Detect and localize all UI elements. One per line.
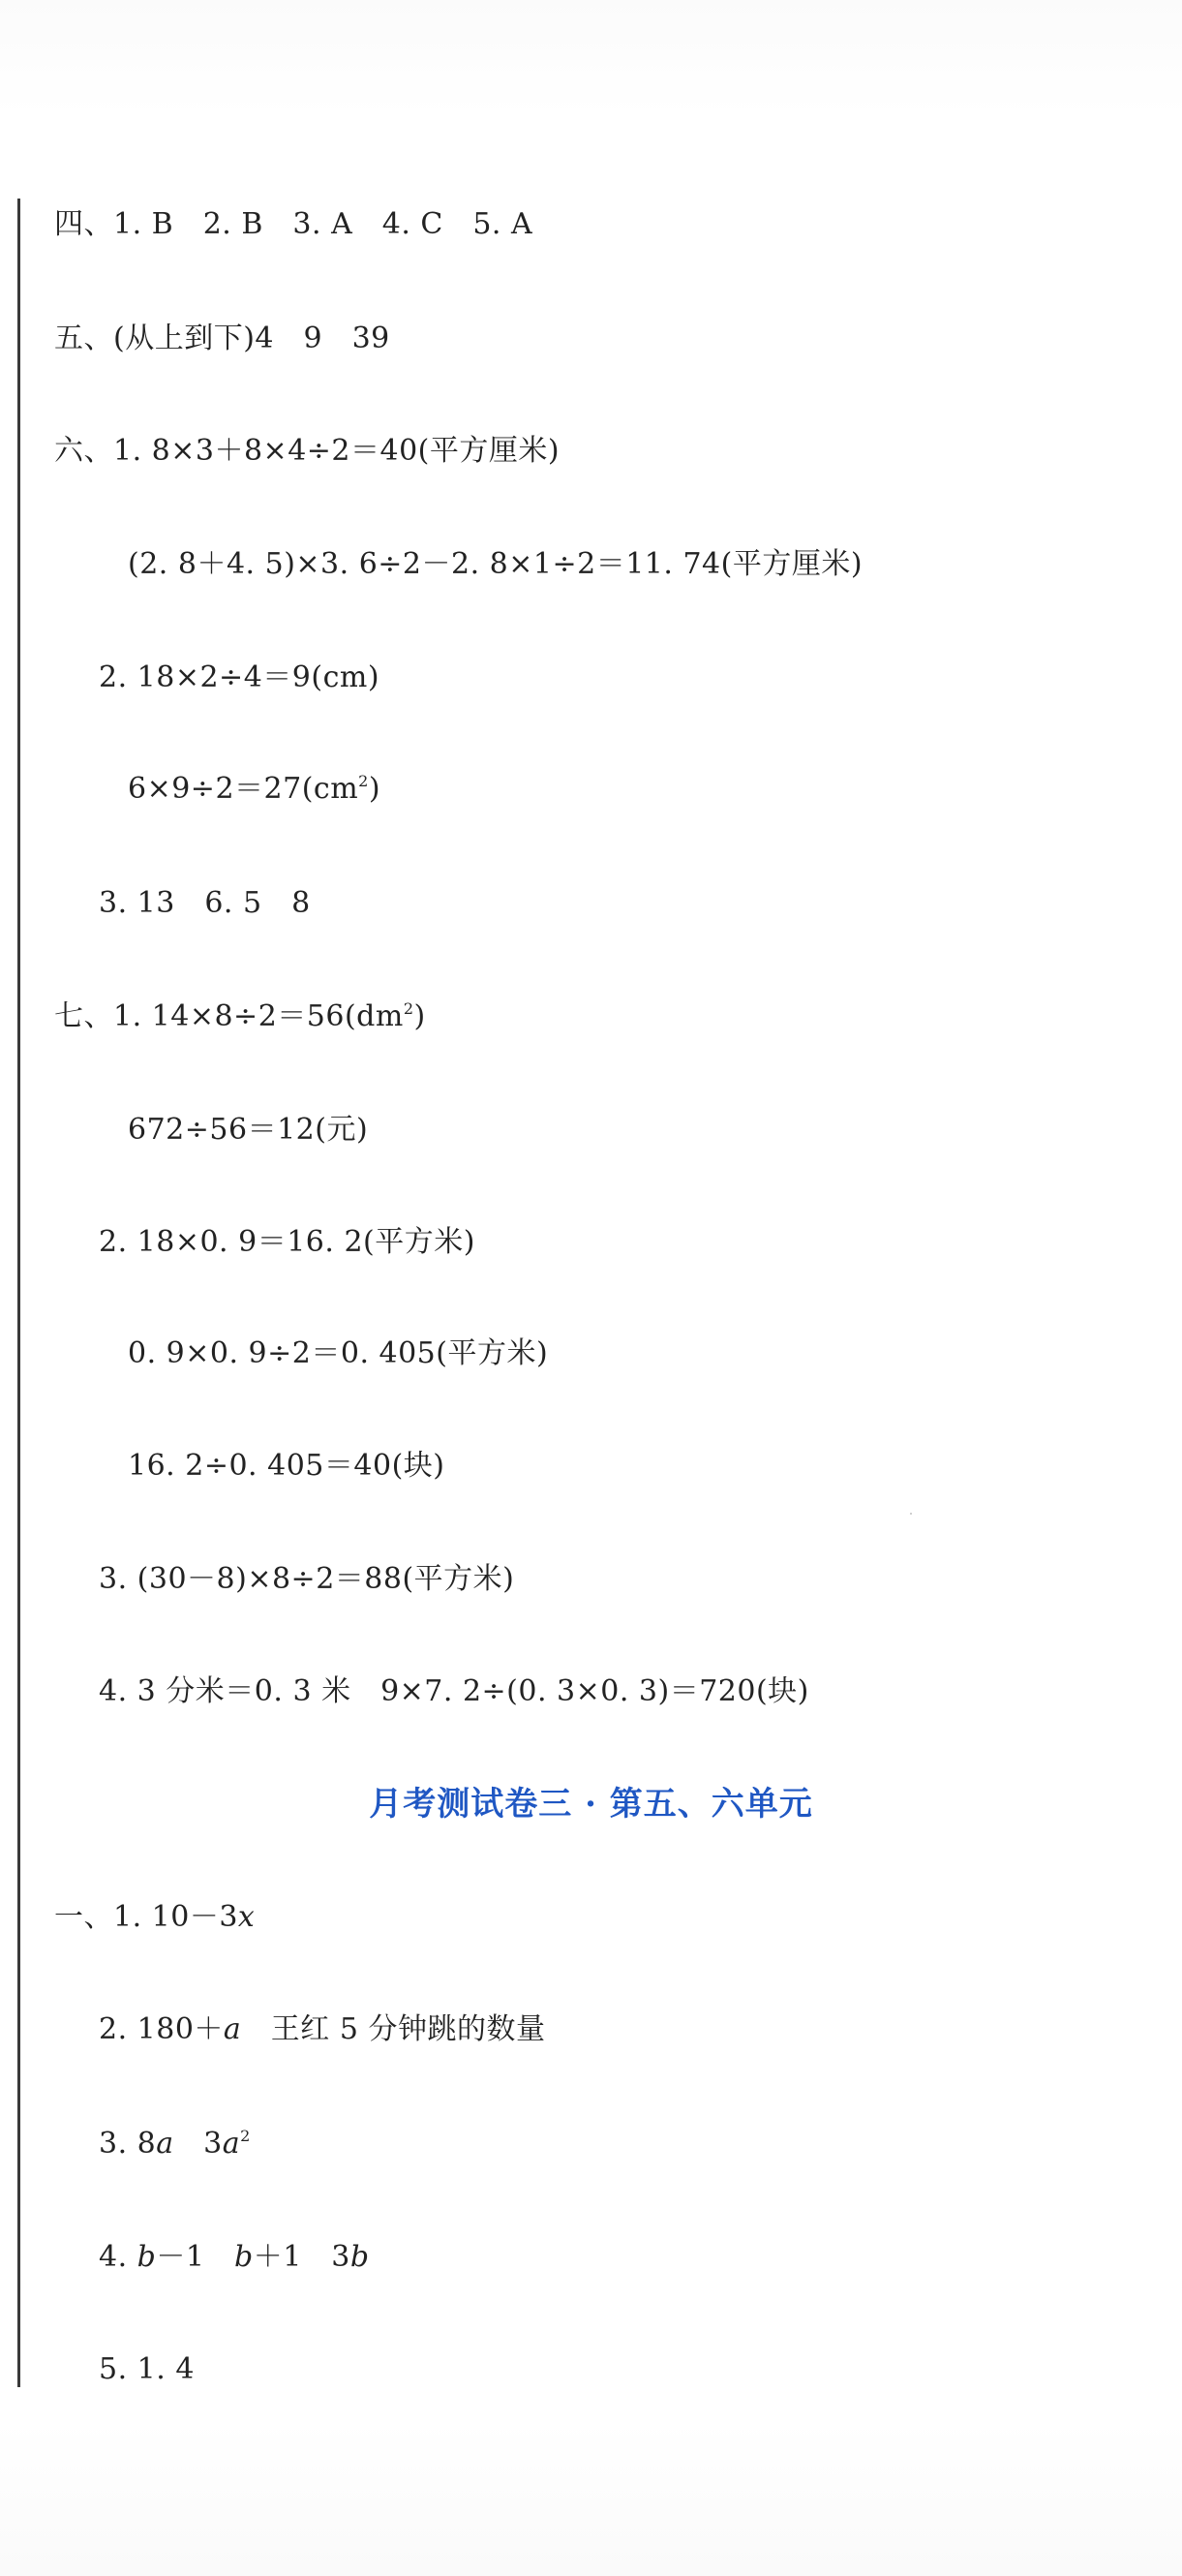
section7-line1-close: ) [413,999,426,1033]
section1-line3-variable2: a [222,2127,241,2161]
section-heading: 月考测试卷三 · 第五、六单元 [369,1785,813,1824]
section5-answers: 五、(从上到下)4 9 39 [54,322,390,355]
section1-line1-variable: x [237,1900,256,1934]
section4-answers: 四、1. B 2. B 3. A 4. C 5. A [54,207,533,241]
section7-line1 [54,997,426,1036]
section1-line4-variable3: b [349,2240,370,2274]
section1-line5: 5. 1. 4 [99,2352,195,2386]
section6-line5: 3. 13 6. 5 8 [99,886,311,920]
section1-line3-mid: 3 [173,2127,223,2161]
section1-line2-variable: a [223,2012,242,2046]
section1-line3-variable1: a [156,2127,174,2161]
section1-line3 [99,2125,251,2163]
section7-line6: 3. (30－8)×8÷2＝88(平方米) [99,1562,515,1596]
section1-line2 [99,2010,545,2049]
section1-line1 [54,1898,255,1937]
section6-line3: 2. 18×2÷4＝9(cm) [99,660,380,694]
section7-line1-text: 七、1. 14×8÷2＝56(dm [54,999,404,1033]
section1-line3-superscript: 2 [240,2127,251,2145]
section1-line2-rest: 王红 5 分钟跳的数量 [241,2012,546,2046]
section6-line4-close: ) [368,772,381,806]
section1-line4-variable1: b [136,2240,157,2274]
section1-line4-part-a: －1 [156,2240,234,2274]
section6-line4-text: 6×9÷2＝27(cm [128,772,359,806]
section7-line2: 672÷56＝12(元) [128,1113,369,1147]
section1-line4 [99,2238,370,2277]
scan-speck [910,1513,912,1515]
section1-line3-text: 3. 8 [99,2127,157,2161]
section7-line1-superscript: 2 [403,999,414,1018]
section6-line1: 六、1. 8×3＋8×4÷2＝40(平方厘米) [54,434,561,468]
section7-line3: 2. 18×0. 9＝16. 2(平方米) [99,1225,475,1259]
section1-line2-text: 2. 180＋ [99,2012,224,2046]
section7-line7: 4. 3 分米＝0. 3 米 9×7. 2÷(0. 3×0. 3)＝720(块) [99,1674,809,1708]
section6-line4-superscript: 2 [358,772,369,790]
section1-line4-variable2: b [233,2240,254,2274]
section6-line2: (2. 8＋4. 5)×3. 6÷2－2. 8×1÷2＝11. 74(平方厘米) [128,547,864,581]
section1-line4-part-b: ＋1 3 [253,2240,350,2274]
section1-line4-text: 4. [99,2240,137,2274]
section6-line4 [128,770,380,809]
section7-line4: 0. 9×0. 9÷2＝0. 405(平方米) [128,1336,549,1370]
left-margin-rule [17,199,20,2387]
section7-line5: 16. 2÷0. 405＝40(块) [128,1449,445,1483]
section1-line1-text: 一、1. 10－3 [54,1900,238,1934]
